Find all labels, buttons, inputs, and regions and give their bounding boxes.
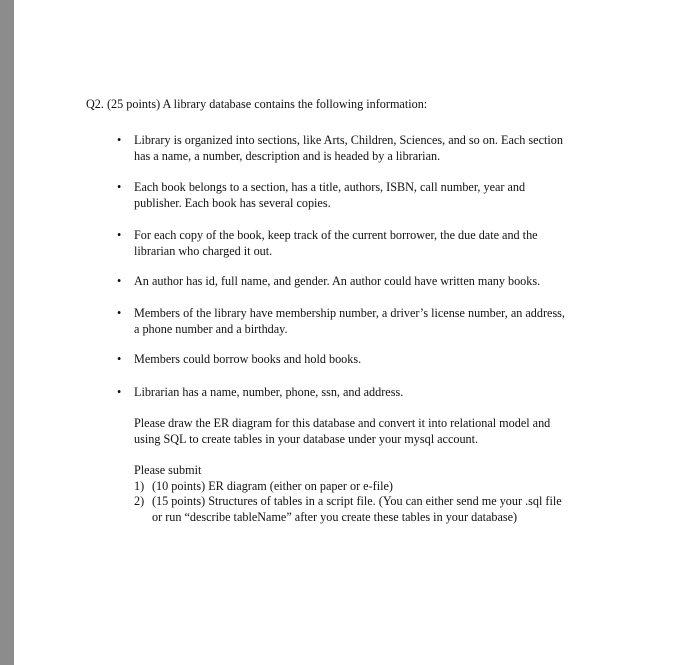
bullet-icon: • [117, 133, 122, 147]
bullet-line: Library is organized into sections, like Arts, Children, Sciences, and so on. Each section [134, 133, 563, 147]
bullet-icon: • [117, 274, 122, 288]
submit-item-text: or run “describe tableName” after you create these tables in your database) [152, 509, 518, 524]
submit-item [134, 479, 634, 495]
instructions-line: using SQL to create tables in your database under your mysql account. [134, 431, 479, 446]
bullet-line: For each copy of the book, keep track of the current borrower, the due date and the [134, 228, 538, 242]
submit-item-number: 2) [134, 494, 145, 508]
bullet-line: Librarian has a name, number, phone, ssn, and address. [134, 385, 404, 399]
submit-item-text: (15 points) Structures of tables in a script file. (You can either send me your .sql file [152, 494, 562, 508]
bullet-line: publisher. Each book has several copies. [134, 195, 331, 210]
bullet-icon: • [117, 306, 122, 320]
bullet-line: has a name, a number, description and is headed by a librarian. [134, 148, 441, 163]
bullet-line: librarian who charged it out. [134, 243, 273, 258]
bullet-line: Each book belongs to a section, has a title, authors, ISBN, call number, year and [134, 180, 526, 194]
bullet-icon: • [117, 352, 122, 366]
question-heading: Q2. (25 points) A library database contains the following information: [86, 97, 428, 111]
submit-heading: Please submit [134, 463, 202, 477]
bullet-line: a phone number and a birthday. [134, 321, 288, 336]
instructions-line: Please draw the ER diagram for this database and convert it into relational model and [134, 416, 551, 430]
document-page [14, 0, 700, 665]
submit-item [134, 494, 634, 525]
bullet-icon: • [117, 228, 122, 242]
left-margin-bar [0, 0, 14, 665]
bullet-icon: • [117, 180, 122, 194]
submit-section [134, 463, 634, 525]
bullet-line: An author has id, full name, and gender. An author could have written many books. [134, 274, 541, 288]
bullet-line: Members could borrow books and hold books. [134, 352, 362, 366]
submit-item-text: (10 points) ER diagram (either on paper or e-file) [152, 478, 393, 493]
bullet-line: Members of the library have membership number, a driver’s license number, an address, [134, 306, 565, 320]
bullet-icon: • [117, 385, 122, 399]
instructions-paragraph [134, 416, 624, 447]
submit-item-number: 1) [134, 478, 145, 493]
